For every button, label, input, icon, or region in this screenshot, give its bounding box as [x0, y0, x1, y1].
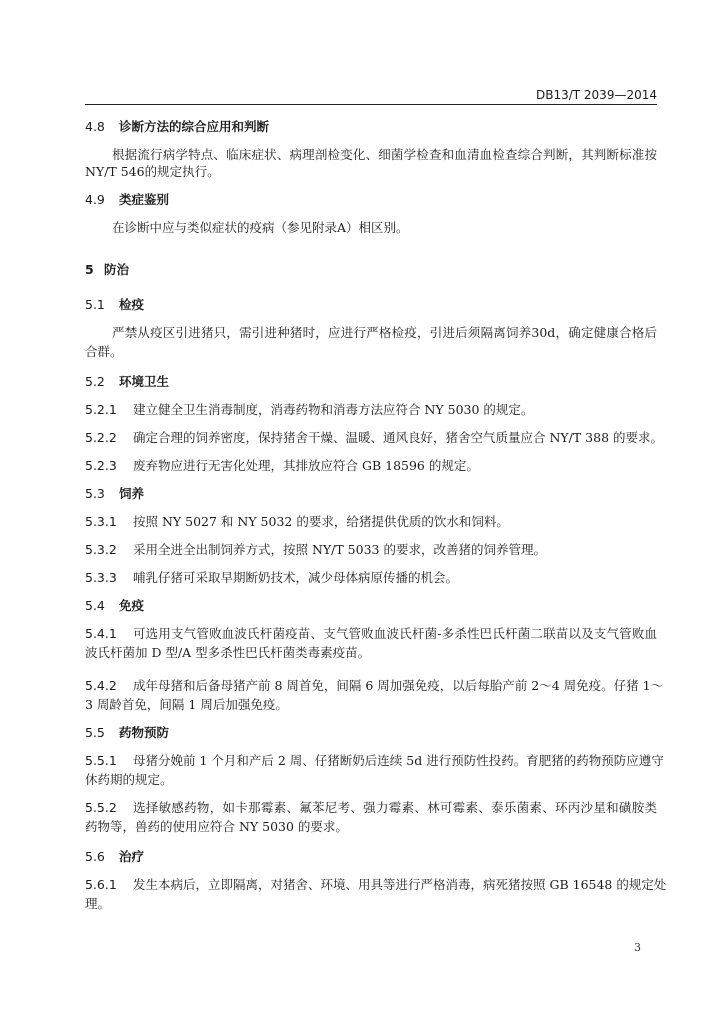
section-5-1-text-line: 合群。: [85, 344, 123, 359]
clause-5-5-1-text-line: 休药期的规定。: [85, 772, 173, 787]
section-5-3-number: 5.3: [85, 486, 105, 501]
chapter-5-title: 防治: [104, 262, 130, 277]
clause-5-4-2-text-line: 成年母猪和后备母猪产前 8 周首免，间隔 6 周加强免疫，以后每胎产前 2～4 周免疫。仔猪 1～: [133, 678, 664, 693]
clause-5-5-1-number: 5.5.1: [85, 753, 117, 768]
clause-5-2-2-number: 5.2.2: [85, 430, 117, 445]
document-code: DB13/T 2039—2014: [535, 88, 657, 102]
section-4-8-text-line: NY/T 546的规定执行。: [85, 164, 220, 179]
section-5-5-title: 药物预防: [119, 725, 170, 740]
clause-5-4-1-text-line: 波氏杆菌加 D 型/A 型多杀性巴氏杆菌类毒素疫苗。: [85, 645, 371, 660]
clause-5-4-1-text-line: 可选用支气管败血波氏杆菌疫苗、支气管败血波氏杆菌-多杀性巴氏杆菌二联苗以及支气管败血: [133, 626, 657, 641]
section-4-9-text-line: 在诊断中应与类似症状的疫病（参见附录A）相区别。: [112, 220, 409, 235]
section-5-5-number: 5.5: [85, 725, 105, 740]
section-4-9-title: 类症鉴别: [119, 192, 170, 207]
clause-5-4-2-number: 5.4.2: [85, 678, 117, 693]
section-4-8-text-line: 根据流行病学特点、临床症状、病理剖检变化、细菌学检查和血清血检查综合判断，其判断标准按: [112, 147, 657, 162]
clause-5-2-1-number: 5.2.1: [85, 402, 117, 417]
clause-5-3-2-text-line: 采用全进全出制饲养方式，按照 NY/T 5033 的要求，改善猪的饲养管理。: [133, 542, 546, 557]
section-5-6-number: 5.6: [85, 849, 105, 864]
clause-5-5-1-text-line: 母猪分娩前 1 个月和产后 2 周、仔猪断奶后连续 5d 进行预防性投药。育肥猪的药物预防应遵守: [133, 753, 664, 768]
section-5-1-text-line: 严禁从疫区引进猪只，需引进种猪时，应进行严格检疫，引进后须隔离饲养30d，确定健康合格后: [112, 325, 657, 340]
chapter-5-number: 5: [85, 262, 94, 277]
clause-5-3-1-number: 5.3.1: [85, 514, 117, 529]
clause-5-4-1-number: 5.4.1: [85, 626, 117, 641]
header-rule: [85, 104, 657, 105]
section-5-3-title: 饲养: [119, 486, 145, 501]
section-5-4-number: 5.4: [85, 598, 105, 613]
clause-5-5-2-text-line: 选择敏感药物，如卡那霉素、氟苯尼考、强力霉素、林可霉素、泰乐菌素、环丙沙星和磺胺类: [133, 800, 657, 815]
clause-5-2-3-text-line: 废弃物应进行无害化处理，其排放应符合 GB 18596 的规定。: [133, 458, 479, 473]
clause-5-6-1-text-line: 理。: [85, 896, 111, 911]
clause-5-6-1-text-line: 发生本病后，立即隔离，对猪舍、环境、用具等进行严格消毒，病死猪按照 GB 16548 的规定处: [133, 877, 667, 892]
clause-5-3-2-number: 5.3.2: [85, 542, 117, 557]
section-5-1-number: 5.1: [85, 297, 105, 312]
section-4-9-number: 4.9: [85, 192, 105, 207]
section-5-6-title: 治疗: [119, 849, 145, 864]
clause-5-6-1-number: 5.6.1: [85, 877, 117, 892]
clause-5-5-2-text-line: 药物等，兽药的使用应符合 NY 5030 的要求。: [85, 819, 348, 834]
section-5-1-title: 检疫: [119, 297, 145, 312]
page-number: 3: [634, 941, 641, 954]
clause-5-3-1-text-line: 按照 NY 5027 和 NY 5032 的要求，给猪提供优质的饮水和饲料。: [133, 514, 509, 529]
clause-5-2-3-number: 5.2.3: [85, 458, 117, 473]
clause-5-4-2-text-line: 3 周龄首免，间隔 1 周后加强免疫。: [85, 697, 288, 712]
section-4-8-number: 4.8: [85, 119, 105, 134]
clause-5-3-3-number: 5.3.3: [85, 570, 117, 585]
clause-5-2-2-text-line: 确定合理的饲养密度，保持猪舍干燥、温暖、通风良好，猪舍空气质量应合 NY/T 388 的要求。: [133, 430, 664, 445]
clause-5-5-2-number: 5.5.2: [85, 800, 117, 815]
section-4-8-title: 诊断方法的综合应用和判断: [119, 119, 270, 134]
section-5-4-title: 免疫: [119, 598, 145, 613]
section-5-2-number: 5.2: [85, 374, 105, 389]
section-5-2-title: 环境卫生: [119, 374, 170, 389]
clause-5-2-1-text-line: 建立健全卫生消毒制度，消毒药物和消毒方法应符合 NY 5030 的规定。: [133, 402, 534, 417]
clause-5-3-3-text-line: 哺乳仔猪可采取早期断奶技术，减少母体病原传播的机会。: [133, 570, 459, 585]
